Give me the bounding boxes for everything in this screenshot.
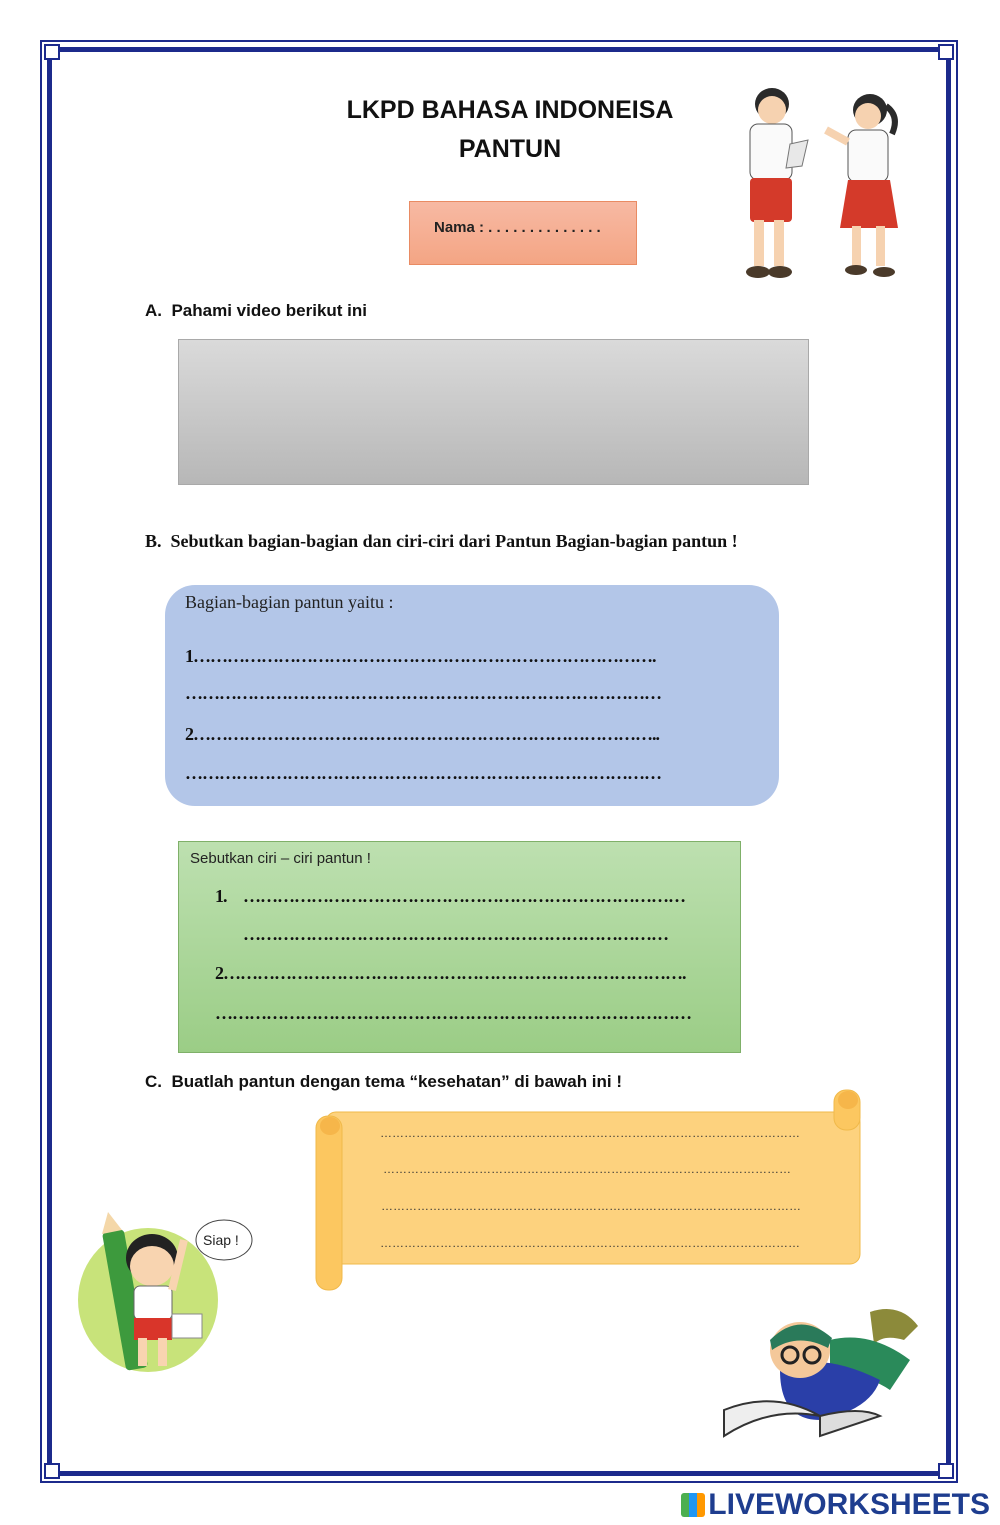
- name-field-box[interactable]: [409, 201, 637, 265]
- video-placeholder[interactable]: [178, 339, 809, 485]
- watermark-logo-icon: [681, 1493, 705, 1517]
- section-b-heading: [145, 531, 738, 552]
- border-corner: [44, 1463, 60, 1479]
- speech-bubble-text: Siap !: [203, 1232, 239, 1248]
- poem-line[interactable]: ……………………………………………………………………………………………: [380, 1126, 800, 1140]
- answer-line[interactable]: …………………………………………………………………………: [215, 1003, 691, 1023]
- answer-line[interactable]: 1……………………………………………………………………….: [185, 646, 656, 666]
- section-c-letter: C.: [145, 1072, 162, 1091]
- answer-line[interactable]: 2……………………………………………………………………….: [215, 963, 686, 983]
- name-label: Nama : . . . . . . . . . . . . . .: [434, 219, 601, 236]
- answer-number: 1.: [215, 886, 227, 906]
- features-answer-box[interactable]: [178, 841, 741, 1053]
- border-corner: [938, 1463, 954, 1479]
- section-b-text: Sebutkan bagian-bagian dan ciri-ciri dari Pantun Bagian-bagian pantun !: [170, 531, 738, 551]
- liveworksheets-watermark: [681, 1488, 990, 1522]
- border-corner: [44, 44, 60, 60]
- watermark-text: LIVEWORKSHEETS: [708, 1488, 990, 1521]
- answer-line[interactable]: …………………………………………………………………………: [185, 683, 661, 703]
- reading-boy-illustration: [720, 1300, 930, 1446]
- section-c-text: Buatlah pantun dengan tema “kesehatan” di bawah ini !: [171, 1072, 623, 1091]
- features-box-heading: Sebutkan ciri – ciri pantun !: [190, 850, 371, 867]
- students-illustration: [730, 86, 920, 282]
- scroll-graphic: [312, 1086, 864, 1296]
- poem-line[interactable]: ……………………………………………………………………………………………: [380, 1236, 800, 1250]
- section-a-letter: A.: [145, 301, 162, 320]
- page-subtitle: PANTUN: [458, 135, 562, 163]
- section-a-text: Pahami video berikut ini: [171, 301, 368, 320]
- parts-box-heading: Bagian-bagian pantun yaitu :: [185, 592, 394, 612]
- answer-line[interactable]: …………………………………………………………………………: [185, 763, 661, 783]
- poem-line[interactable]: …………………………………………………………………………………………: [383, 1162, 791, 1176]
- answer-line[interactable]: …………………………………………………………………: [243, 924, 668, 944]
- parts-answer-box[interactable]: [165, 585, 779, 806]
- page-title: LKPD BAHASA INDONEISA: [346, 96, 674, 124]
- border-corner: [938, 44, 954, 60]
- section-a-heading: [145, 301, 367, 321]
- section-b-letter: B.: [145, 531, 162, 551]
- answer-line[interactable]: ……………………………………………………………………: [243, 886, 685, 906]
- answer-line[interactable]: 2………………………………………………………………………..: [185, 724, 659, 744]
- poem-line[interactable]: ……………………………………………………………………………………………: [381, 1199, 801, 1213]
